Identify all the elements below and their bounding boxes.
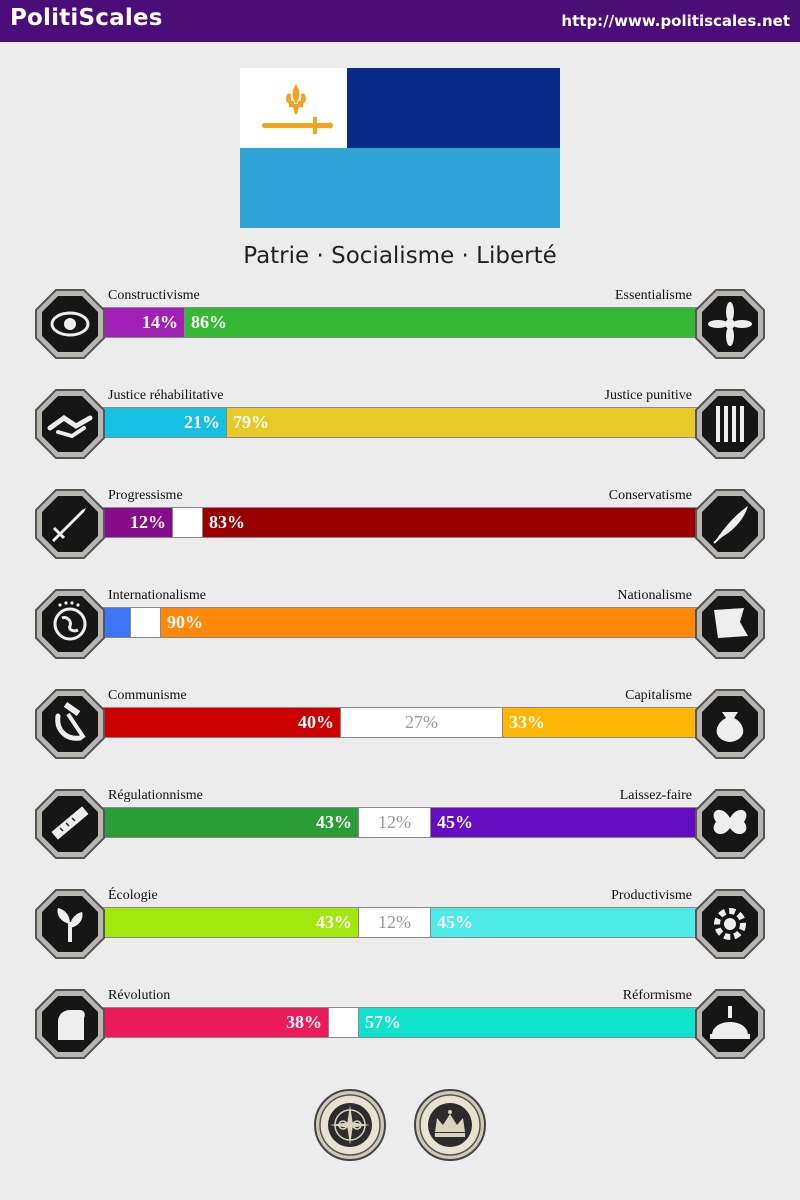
axis-right-segment: 79%	[226, 408, 700, 437]
handshake-icon	[34, 388, 106, 460]
medal-compass-icon	[313, 1088, 387, 1162]
axis-right-label: Nationalisme	[617, 588, 692, 603]
axis-right-segment: 83%	[202, 508, 700, 537]
axis-left-segment: 40%	[100, 708, 340, 737]
globe-icon	[34, 588, 106, 660]
ruler-icon	[34, 788, 106, 860]
axis-left-segment: 21%	[100, 408, 226, 437]
axis-left-segment: 43%	[100, 908, 358, 937]
axis-left-label: Justice réhabilitative	[108, 388, 224, 403]
axis-neutral-segment: 12%	[358, 908, 430, 937]
axis-left-label: Internationalisme	[108, 588, 206, 603]
axis-left-label: Constructivisme	[108, 288, 200, 303]
fist-icon	[34, 988, 106, 1060]
axis-right-label: Productivisme	[611, 888, 692, 903]
axis-row	[0, 788, 800, 868]
axis-neutral-segment	[130, 608, 160, 637]
flag-lower-stripe	[240, 148, 560, 228]
axis-row	[0, 588, 800, 668]
axis-right-segment: 57%	[358, 1008, 700, 1037]
motto: Patrie · Socialisme · Liberté	[243, 243, 557, 269]
axis-right-label: Laissez-faire	[619, 788, 692, 803]
fleur-de-lis-and-sword-icon	[258, 78, 334, 138]
axis-right-label: Capitalisme	[625, 688, 692, 703]
rocket-icon	[34, 488, 106, 560]
axis-row	[0, 888, 800, 968]
hammer-sickle-icon	[34, 688, 106, 760]
money-bag-icon	[694, 688, 766, 760]
flag-upper-stripe	[347, 68, 560, 148]
axis-left-label: Progressisme	[108, 488, 183, 503]
axis-bar	[100, 307, 700, 338]
axis-left-label: Révolution	[108, 988, 171, 1003]
axis-left-label: Régulationnisme	[108, 788, 203, 803]
axis-row	[0, 488, 800, 568]
axis-bar	[100, 907, 700, 938]
axis-right-segment: 90%	[160, 608, 700, 637]
axis-right-segment: 45%	[430, 908, 700, 937]
site-url-link[interactable]: http://www.politiscales.net	[561, 12, 790, 30]
medal-crown-icon	[413, 1088, 487, 1162]
axis-left-label: Communisme	[108, 688, 187, 703]
prison-bars-icon	[694, 388, 766, 460]
eye-icon	[34, 288, 106, 360]
header-bar	[0, 0, 800, 42]
parliament-icon	[694, 988, 766, 1060]
sprout-icon	[34, 888, 106, 960]
axis-left-segment: 43%	[100, 808, 358, 837]
brand-title[interactable]: PolitiScales	[10, 5, 163, 31]
flag-icon	[694, 588, 766, 660]
axis-neutral-segment: 12%	[358, 808, 430, 837]
axis-row	[0, 288, 800, 368]
axis-right-label: Essentialisme	[615, 288, 692, 303]
axis-bar	[100, 707, 700, 738]
axis-row	[0, 388, 800, 468]
axis-right-segment: 45%	[430, 808, 700, 837]
axis-right-segment: 33%	[502, 708, 700, 737]
axis-left-segment: 14%	[100, 308, 184, 337]
axis-right-label: Conservatisme	[608, 488, 692, 503]
axis-row	[0, 988, 800, 1068]
axis-row	[0, 688, 800, 768]
axis-left-segment: 12%	[100, 508, 172, 537]
axis-neutral-segment	[172, 508, 202, 537]
axis-right-segment: 86%	[184, 308, 700, 337]
axis-left-label: Écologie	[108, 888, 158, 903]
axis-bar	[100, 807, 700, 838]
quill-icon	[694, 488, 766, 560]
axis-left-segment: 38%	[100, 1008, 328, 1037]
axis-bar	[100, 607, 700, 638]
axis-right-label: Justice punitive	[604, 388, 692, 403]
flag	[240, 68, 560, 228]
axis-neutral-segment: 27%	[340, 708, 502, 737]
axis-bar	[100, 507, 700, 538]
gear-icon	[694, 888, 766, 960]
axis-bar	[100, 407, 700, 438]
axis-neutral-segment	[328, 1008, 358, 1037]
axis-right-label: Réformisme	[622, 988, 692, 1003]
butterfly-icon	[694, 788, 766, 860]
flower-icon	[694, 288, 766, 360]
axis-bar	[100, 1007, 700, 1038]
